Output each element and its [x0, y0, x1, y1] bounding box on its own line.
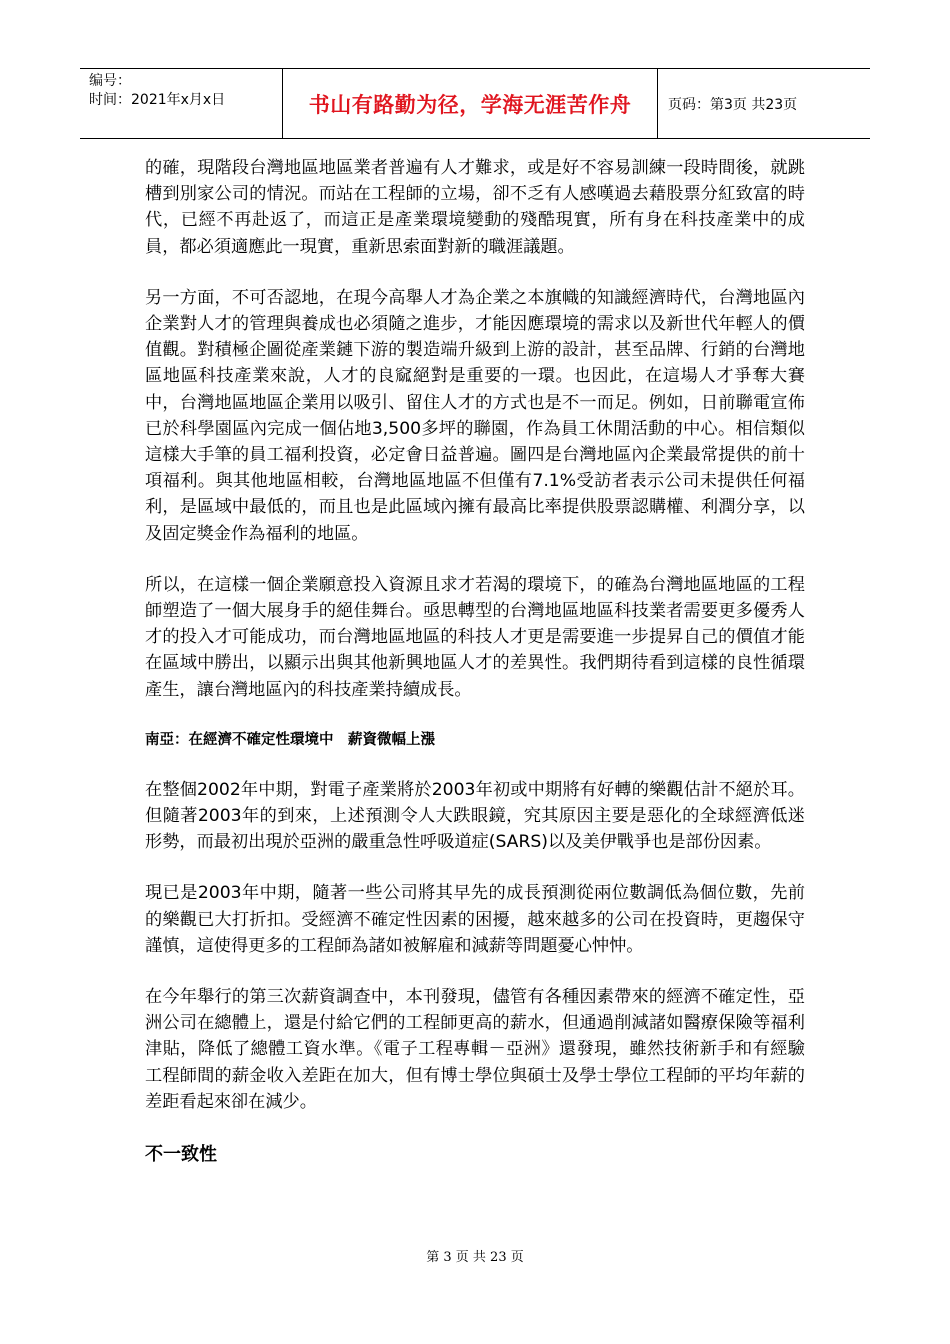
- section-heading: 南亞：在經濟不確定性環境中 薪資微幅上漲: [145, 731, 435, 748]
- paragraph: 所以，在這樣一個企業願意投入資源且求才若渴的環境下，的確為台灣地區地區的工程師塑造了一個大展身手的絕佳舞台。亟思轉型的台灣地區地區科技業者需要更多優秀人才的投入才可能成功，而台灣地區地區的科技人才更是需要進一步提昇自己的價值才能在區域中勝出，以顯示出與其他新興地區人才的差異性。我們期待看到這樣的良性循環產生，讓台灣地區內的科技產業持續成長。: [145, 574, 805, 700]
- page-footer: [0, 1246, 950, 1265]
- document-body: [145, 155, 805, 1166]
- page-info: 页码：第3页 共23页: [668, 96, 798, 113]
- number-label: 编号：: [89, 73, 131, 89]
- paragraph: 現已是2003年中期，隨著一些公司將其早先的成長預測從兩位數調低為個位數，先前的樂觀已大打折扣。受經濟不確定性因素的困擾，越來越多的公司在投資時，更趨保守謹慎，這使得更多的工程師為諸如被解雇和減薪等問題憂心忡忡。: [145, 883, 805, 956]
- paragraph: 在整個2002年中期，對電子產業將於2003年初或中期將有好轉的樂觀估計不絕於耳。但隨著2003年的到來，上述預測令人大跌眼鏡，究其原因主要是惡化的全球經濟低迷形勢，而最初出現於亞洲的嚴重急性呼吸道症(SARS)以及美伊戰爭也是部份因素。: [145, 779, 805, 853]
- motto: 书山有路勤为径，学海无涯苦作舟: [308, 92, 632, 117]
- page-header: [80, 68, 870, 139]
- time-label: 时间：2021年x月x日: [89, 92, 226, 108]
- footer-page-number: 第 3 页 共 23 页: [426, 1250, 524, 1265]
- paragraph: 另一方面，不可否認地，在現今高舉人才為企業之本旗幟的知識經濟時代，台灣地區內企業對人才的管理與養成也必須隨之進步，才能因應環境的需求以及新世代年輕人的價值觀。對積極企圖從產業鏈下游的製造端升級到上游的設計，甚至品牌、行銷的台灣地區地區科技產業來說，人才的良窳絕對是重要的一環。也因此，在這場人才爭奪大賽中，台灣地區地區企業用以吸引、留住人才的方式也是不一而足。例如，日前聯電宣佈已於科學園區內完成一個佔地3,500多坪的聯園，作為員工休閒活動的中心。相信類似這樣大手筆的員工福利投資，必定會日益普遍。圖四是台灣地區內企業最常提供的前十項福利。與其他地區相較，台灣地區地區不但僅有7.1%受訪者表示公司未提供任何福利，是區域中最低的，而且也是此區域內擁有最高比率提供股票認購權、利潤分享，以及固定獎金作為福利的地區。: [145, 287, 805, 544]
- header-page-info-cell: [658, 69, 870, 138]
- paragraph: 的確，現階段台灣地區地區業者普遍有人才難求，或是好不容易訓練一段時間後，就跳槽到別家公司的情況。而站在工程師的立場，卻不乏有人感嘆過去藉股票分紅致富的時代，已經不再赴返了，而這正是產業環境變動的殘酷現實，所有身在科技產業中的成員，都必須適應此一現實，重新思索面對新的職涯議題。: [145, 158, 805, 257]
- header-meta: [80, 69, 283, 138]
- subheading: 不一致性: [145, 1144, 217, 1166]
- header-motto-cell: [283, 69, 658, 138]
- paragraph: 在今年舉行的第三次薪資調查中，本刊發現，儘管有各種因素帶來的經濟不確定性，亞洲公司在總體上，還是付給它們的工程師更高的薪水，但通過削減諸如醫療保險等福利津貼，降低了總體工資水準。《電子工程專輯－亞洲》還發現，雖然技術新手和有經驗工程師間的薪金收入差距在加大，但有博士學位與碩士及學士學位工程師的平均年薪的差距看起來卻在減少。: [145, 987, 805, 1112]
